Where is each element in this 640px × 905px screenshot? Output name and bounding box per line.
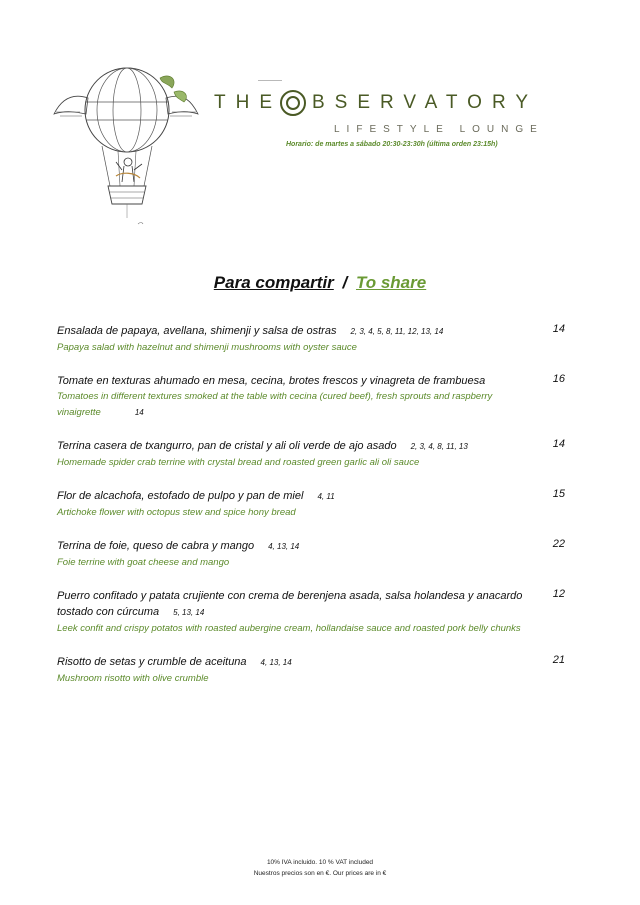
hot-air-balloon-icon: [52, 58, 200, 228]
item-name-en: Homemade spider crab terrine with crystal bread and roasted green garlic ali oli sauce: [57, 457, 420, 468]
menu-item: [57, 323, 567, 356]
item-price: 21: [552, 654, 565, 666]
footer-vat-note: 10% IVA incluido. 10 % VAT included: [266, 859, 374, 866]
brand-name-post: BSERVATORY: [312, 92, 539, 113]
menu-item: [57, 538, 567, 571]
footer-currency-note: Nuestros precios son en €. Our prices are in €: [253, 870, 387, 877]
item-price: 14: [552, 438, 565, 450]
item-allergens: 2, 3, 4, 5, 8, 11, 12, 13, 14: [350, 327, 444, 336]
section-title: [0, 273, 640, 293]
item-name-es: Puerro confitado y patata crujiente con crema de berenjena asada, salsa holandesa y anacardo tostado con cúrcuma: [57, 590, 523, 618]
item-name-en: Tomatoes in different textures smoked at the table with cecina (cured beef), fresh sprouts and raspberry vinaigrette: [57, 391, 493, 418]
item-price: 15: [552, 488, 565, 500]
item-allergens: 14: [134, 408, 144, 417]
item-name-en: Artichoke flower with octopus stew and spice hony bread: [57, 507, 296, 518]
menu-item: [57, 438, 567, 471]
item-name-es: Flor de alcachofa, estofado de pulpo y pan de miel: [57, 490, 304, 502]
item-allergens: 4, 13, 14: [260, 658, 292, 667]
section-title-separator: /: [342, 273, 348, 292]
item-name-en: Mushroom risotto with olive crumble: [57, 673, 209, 684]
item-name-es: Risotto de setas y crumble de aceituna: [57, 656, 247, 668]
hot-air-balloon-logo: [52, 58, 200, 228]
brand-subtitle: LIFESTYLE LOUNGE: [334, 124, 544, 135]
menu-list: [57, 323, 567, 704]
footer: [0, 857, 640, 879]
item-name-es: Terrina de foie, queso de cabra y mango: [57, 540, 255, 552]
item-allergens: 2, 3, 4, 8, 11, 13: [410, 442, 468, 451]
menu-item: [57, 588, 567, 637]
item-name-es: Tomate en texturas ahumado en mesa, cecina, brotes frescos y vinagreta de frambuesa: [57, 375, 486, 387]
item-allergens: 5, 13, 14: [173, 608, 205, 617]
item-price: 14: [552, 323, 565, 335]
menu-item: [57, 488, 567, 521]
brand-o-ring-icon: [280, 90, 306, 116]
brand-name: [214, 90, 554, 116]
brand-header: [214, 90, 554, 148]
item-name-es: Terrina casera de txangurro, pan de cristal y ali oli verde de ajo asado: [57, 440, 397, 452]
brand-name-pre: THE: [214, 92, 282, 113]
item-price: 22: [552, 538, 565, 550]
item-name-en: Foie terrine with goat cheese and mango: [57, 557, 230, 568]
item-allergens: 4, 13, 14: [268, 542, 300, 551]
item-name-en: Leek confit and crispy potatos with roasted aubergine cream, hollandaise sauce and roasted pork belly chunks: [57, 623, 521, 634]
item-name-es: Ensalada de papaya, avellana, shimenji y salsa de ostras: [57, 325, 337, 337]
decorative-line: [258, 80, 282, 81]
section-title-en: To share: [355, 273, 427, 292]
item-name-en: Papaya salad with hazelnut and shimenji mushrooms with oyster sauce: [57, 342, 357, 353]
opening-hours: Horario: de martes a sábado 20:30-23:30h (última orden 23:15h): [286, 141, 498, 148]
item-allergens: 4, 11: [317, 492, 335, 501]
item-price: 12: [552, 588, 565, 600]
section-title-es: Para compartir: [213, 273, 334, 292]
item-price: 16: [552, 373, 565, 385]
menu-item: [57, 373, 567, 421]
menu-item: [57, 654, 567, 687]
